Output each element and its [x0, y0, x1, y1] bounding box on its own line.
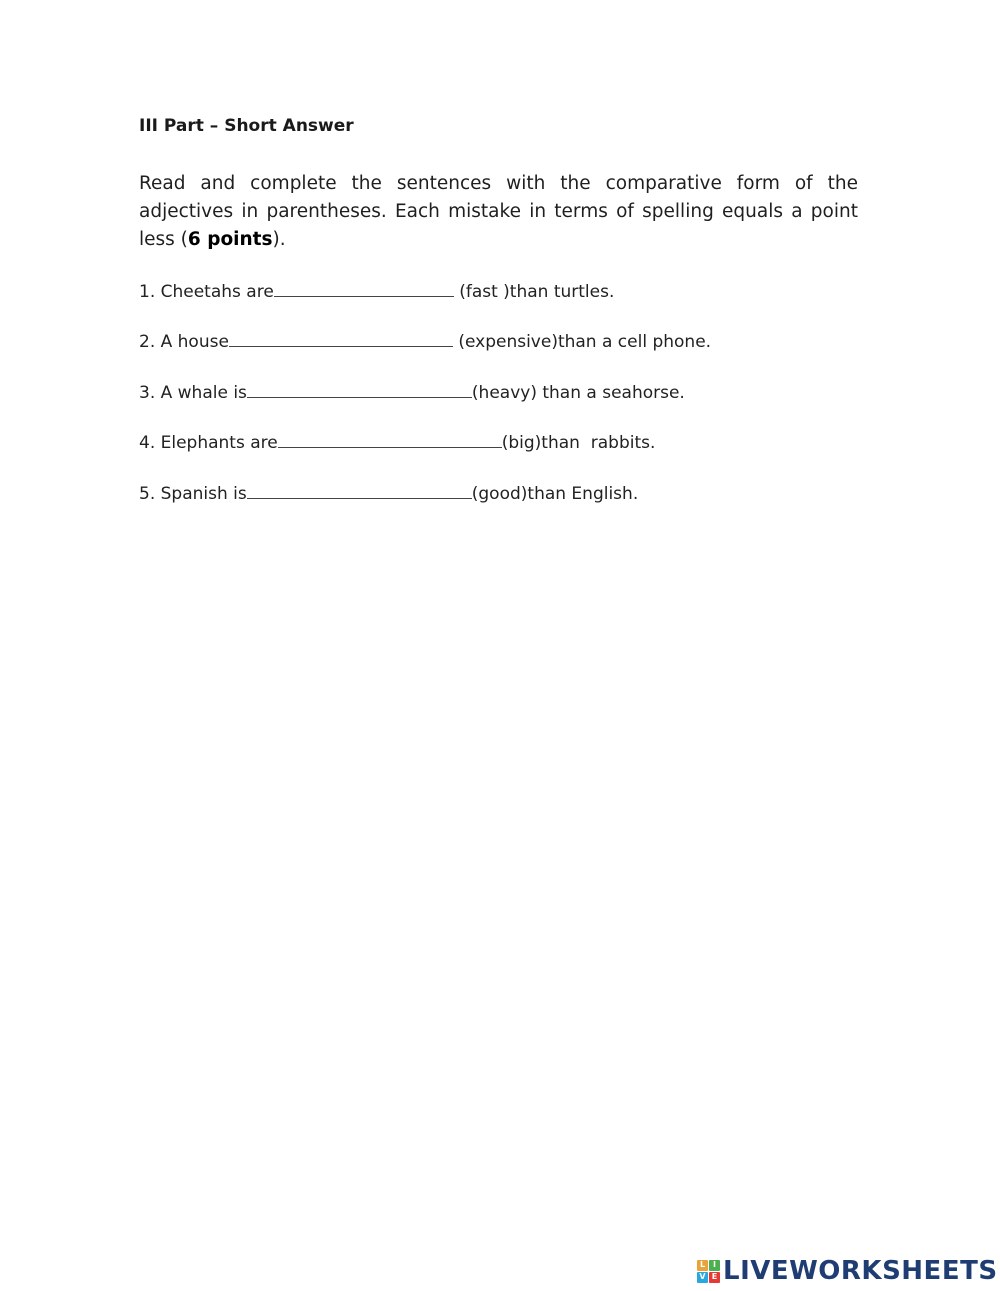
instructions-end: ).: [272, 229, 286, 250]
question-5-text: 5. Spanish is: [139, 484, 247, 504]
question-2-hint: (expensive)than a cell phone.: [452, 332, 712, 352]
question-2: [139, 330, 711, 352]
instructions-text: Read and complete the sentences with the comparative form of the adjectives in parentheses. Each mistake in terms of spelling equals a point less (: [139, 173, 858, 250]
answer-blank-2[interactable]: [229, 330, 453, 347]
answer-blank-4[interactable]: [278, 431, 502, 448]
liveworksheets-logo: [697, 1256, 998, 1286]
question-2-text: 2. A house: [139, 332, 229, 352]
question-5-hint: (good)than English.: [471, 484, 639, 504]
answer-blank-1[interactable]: [274, 280, 454, 297]
question-1: [139, 280, 614, 302]
question-1-hint: (fast )than turtles.: [453, 282, 615, 302]
logo-block-e: E: [709, 1272, 720, 1283]
logo-block-v: V: [697, 1272, 708, 1283]
question-3-hint: (heavy) than a seahorse.: [471, 383, 685, 403]
question-1-text: 1. Cheetahs are: [139, 282, 274, 302]
question-4: [139, 431, 655, 453]
logo-block-l: L: [697, 1260, 708, 1271]
question-4-text: 4. Elephants are: [139, 433, 278, 453]
question-4-hint: (big)than rabbits.: [501, 433, 656, 453]
points-value: 6 points: [187, 229, 273, 250]
question-3-text: 3. A whale is: [139, 383, 247, 403]
logo-block-i: I: [709, 1260, 720, 1271]
question-5: [139, 482, 638, 504]
answer-blank-5[interactable]: [247, 482, 472, 499]
answer-blank-3[interactable]: [247, 381, 472, 398]
logo-text: LIVEWORKSHEETS: [723, 1256, 998, 1286]
logo-blocks-icon: [697, 1260, 720, 1283]
instructions-paragraph: [139, 170, 858, 254]
question-3: [139, 381, 685, 403]
section-title: III Part – Short Answer: [139, 116, 354, 136]
